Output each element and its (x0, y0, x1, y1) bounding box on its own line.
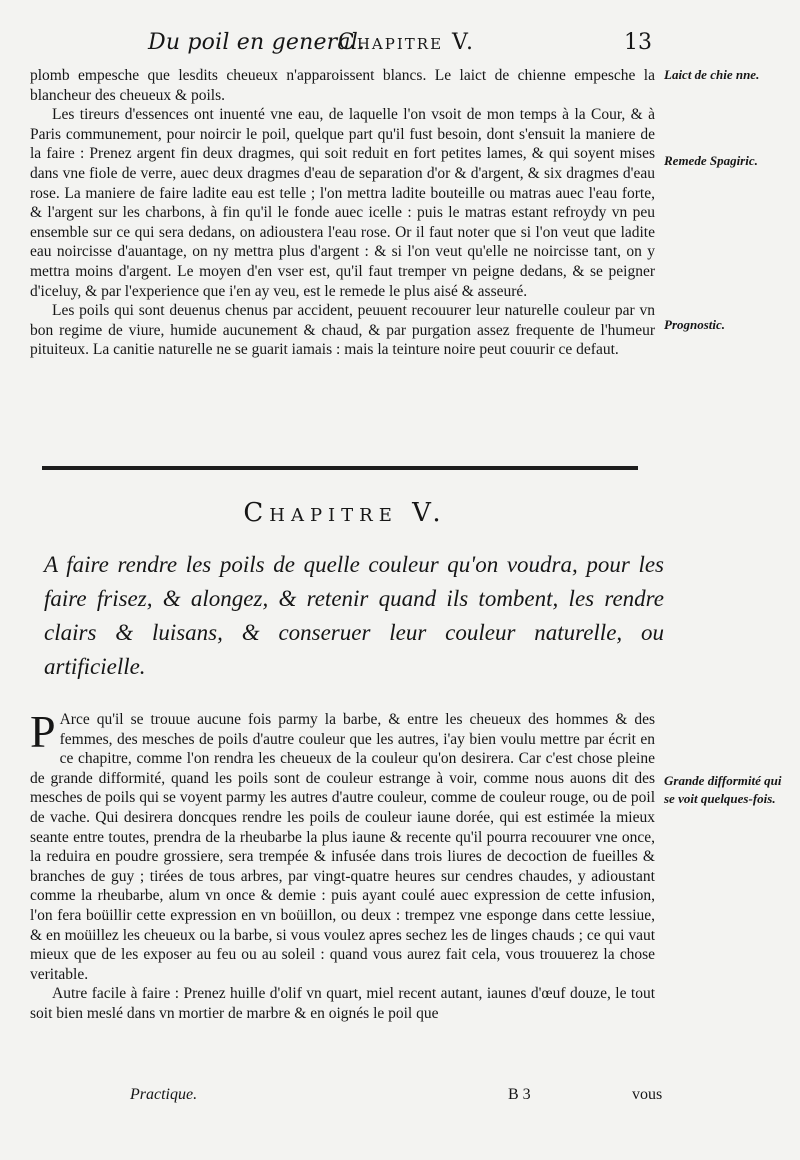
page-number: 13 (624, 30, 652, 55)
chapter-subtitle: A faire rendre les poils de quelle couleur qu'on voudra, pour les faire frisez, & alongez, & retenir quand ils tombent, les rendre clairs & luisans, & conseruer leur couleur naturelle, ou artificielle. (44, 552, 664, 679)
footer-left-text: Practique. (130, 1086, 198, 1103)
paragraph: plomb empesche que lesdits cheueux n'apparoissent blancs. Le laict de chienne empesche la blancheur des cheueux & poils. (30, 67, 655, 104)
body-text-section-1 (30, 66, 655, 360)
paragraph (30, 706, 655, 984)
body-text-section-2 (30, 706, 655, 1024)
running-title: Du poil en general. (148, 30, 366, 55)
drop-cap: P (30, 706, 56, 757)
margin-note: Grande difformité qui se voit quelques-fois. (664, 773, 782, 806)
margin-note: Laict de chie nne. (664, 67, 760, 82)
paragraph-text: Arce qu'il se trouue aucune fois parmy la barbe, & entre les cheueux des hommes & des femmes, des mesches de poils d'autre couleur que les autres, i'ay bien voulu mettre par écrit en ce chapitre, comme l'on rendra les cheueux de la couleur qu'on desirera. Car c'est chose pleine de grande difformité, quand les poils sont de couleur estrange à voir, comme nous auons dit des mesches de poils qui se voyent parmy les autres d'autre couleur, comme de couleur rouge, ou de poil de vache. Qui desirera doncques rendre les poils de couleur iaune dorée, qui est estimée la mieux seante entre toutes, prendra de la rheubarbe la plus iaune & recente qu'il pourra recouurer vne once, la reduira en poudre grossiere, sera trempée & infusée dans trois liures de decoction de fueilles & branches de guy ; tirées de tous arbres, par vingt-quatre heures sur cendres chaudes, y adioustant comme la rheubarbe, alum vn once & demie : puis ayant coulé auec expression de cette infusion, l'on fera boüillir cette expression en vn boüillon, ou deux : trempez vne esponge dans cette lessiue, & en moüillez les cheueux ou la barbe, si vous voulez apres sechez les de linges chauds ; ce qui vaut mieux que de les exposer au feu ou au soleil : quand vous aurez fait cela, vous trouuerez la chose veritable. (30, 711, 655, 983)
page-footer (0, 1086, 800, 1110)
paragraph: Les poils qui sont deuenus chenus par accident, peuuent recouurer leur naturelle couleur par vn bon regime de viure, humide aucunement & chaud, & par purgation assez frequente de l'humeur pituiteux. La canitie naturelle ne se guarit iamais : mais la teinture noire peut couurir ce defaut. (30, 302, 655, 359)
paragraph: Autre facile à faire : Prenez huille d'olif vn quart, miel recent autant, iaunes d'œuf douze, le tout soit bien meslé dans vn mortier de marbre & en oignés le poil que (30, 985, 655, 1022)
running-header (140, 28, 660, 62)
chapter-heading: Chapitre V. (243, 498, 447, 528)
margin-note: Prognostic. (664, 317, 726, 332)
header-chapter: Chapitre V. (338, 30, 476, 55)
catchword: vous (632, 1086, 663, 1103)
paragraph: Les tireurs d'essences ont inuenté vne eau, de laquelle l'on vsoit de mon temps à la Cour, & à Paris communement, pour noircir le poil, quelque part qu'il fust besoin, dont s'ensuit la maniere de la faire : Prenez argent fin deux dragmes, qui soit reduit en fort petites lames, & qui soyent mises dans vne fiole de verre, auec deux dragmes d'eau de separation d'or & d'argent, & six dragmes d'eau rose. La maniere de faire ladite eau est telle ; l'on mettra ladite bouteille ou matras auec l'eau forte, & l'argent sur les charbons, à fin qu'il le fonde auec icelle : puis le matras estant refroydy vn peu ensemble sur ce qui sera dedans, on adioustera l'eau rose. Or il faut noter que si l'on veut que ladite eau noircisse d'auantage, on ny mettra plus d'argent : & si l'on veut qu'elle ne noircisse tant, on y mettra moins d'argent. Le moyen d'en vser est, qu'il faut tremper vn peigne dedans, & se peigner d'iceluy, & par l'experience que i'en ay veu, est le remede le plus aisé & asseuré. (30, 106, 655, 300)
margin-note: Remede Spagiric. (664, 153, 758, 168)
section-divider (42, 466, 638, 470)
signature-mark: B 3 (508, 1086, 531, 1103)
